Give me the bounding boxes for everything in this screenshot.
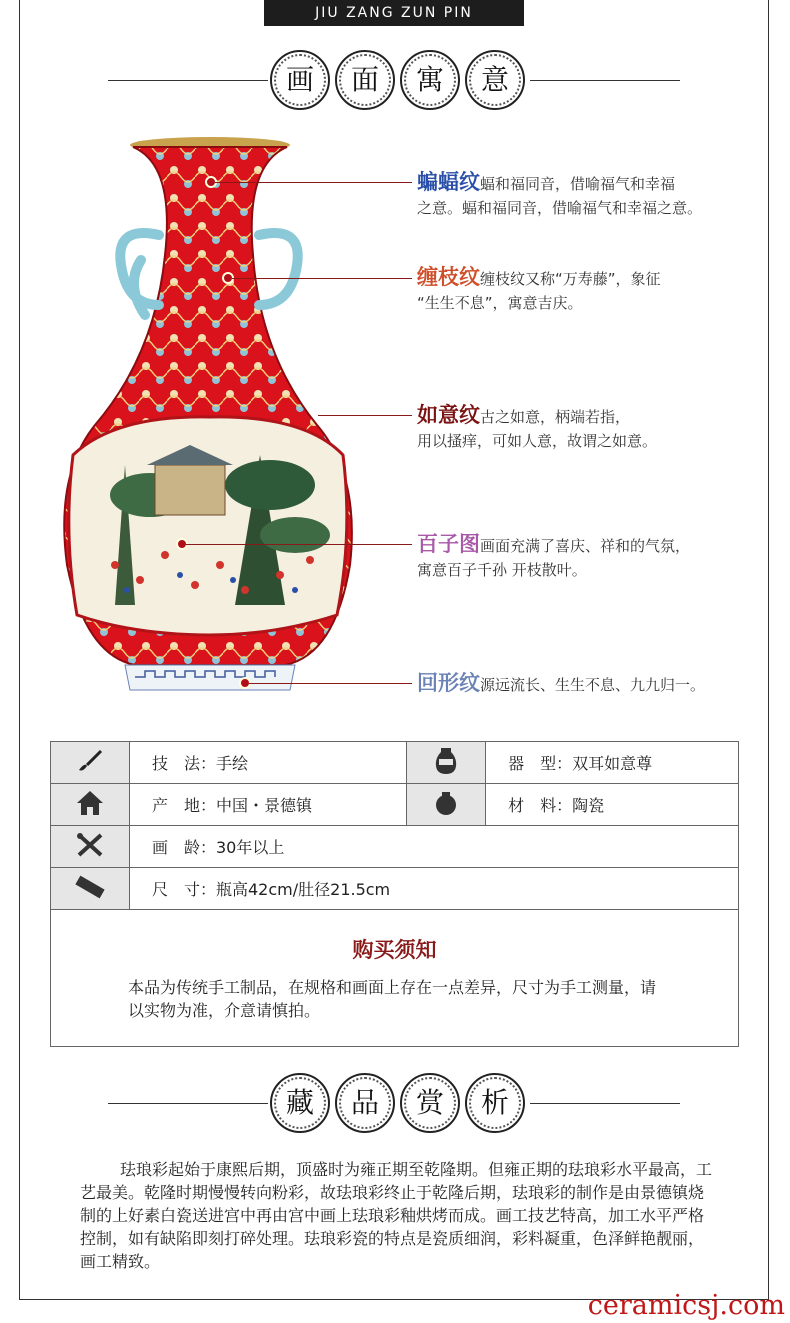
spec-size: 尺 寸：瓶高42cm/肚径21.5cm xyxy=(130,868,739,910)
title-rule-left xyxy=(108,80,268,81)
title-char-medallion: 藏 xyxy=(270,1073,332,1135)
callout-leader xyxy=(215,182,412,183)
callout-heading: 百子图 xyxy=(417,532,480,556)
specs-row xyxy=(51,784,739,826)
title-char-medallion: 品 xyxy=(335,1073,397,1135)
spec-material: 材 料：陶瓷 xyxy=(486,784,739,826)
title-char-medallion: 画 xyxy=(270,50,332,112)
callout-line: 古之如意，柄端若指， xyxy=(480,408,631,426)
callout-line: 之意。蝠和福同音，借喻福气和幸福之意。 xyxy=(417,199,703,217)
specs-row xyxy=(51,742,739,784)
spec-icon-cell xyxy=(51,868,130,910)
spec-icon-cell xyxy=(51,784,130,826)
house-icon xyxy=(75,789,105,817)
title-char-medallion: 析 xyxy=(465,1073,527,1135)
spec-icon-cell xyxy=(407,742,486,784)
callout-line: 寓意百子千孙 开枝散叶。 xyxy=(417,561,587,579)
ruler-icon xyxy=(74,874,106,900)
brush-icon xyxy=(75,748,105,774)
analysis-text: 珐琅彩起始于康熙后期，顶盛时为雍正期至乾隆期。但雍正期的珐琅彩水平最高，工艺最美。乾隆时期慢慢转向粉彩，故珐琅彩终止于乾隆后期，珐琅彩的制作是由景德镇烧制的上好素白瓷送进宫中再由宫中画上珐琅彩釉烘烤而成。画工技艺特高，加工水平严格控制，如有缺陷即刻打碎处理。珐琅彩瓷的特点是瓷质细润，彩料凝重，色泽鲜艳靓丽，画工精致。 xyxy=(80,1160,713,1271)
callout-heading: 回形纹 xyxy=(417,671,480,695)
title-rule-right xyxy=(530,80,680,81)
specs-table xyxy=(50,741,739,910)
spec-icon-cell xyxy=(51,742,130,784)
vase-illustration xyxy=(55,135,355,700)
section-title-appreciation xyxy=(0,1068,790,1138)
vase-image xyxy=(55,135,355,700)
site-watermark: ceramicsj.com xyxy=(587,1290,785,1321)
callout-line: “生生不息”，寓意吉庆。 xyxy=(417,294,583,312)
callout-heading: 缠枝纹 xyxy=(417,265,480,289)
callout-line: 源远流长、生生不息、九九归一。 xyxy=(480,676,706,694)
callout-line: 蝠和福同音，借喻福气和幸福 xyxy=(480,175,676,193)
callout-line: 用以搔痒，可如人意，故谓之如意。 xyxy=(417,432,658,450)
callout-heading: 如意纹 xyxy=(417,403,480,427)
title-char-medallion: 赏 xyxy=(400,1073,462,1135)
title-char-medallion: 面 xyxy=(335,50,397,112)
vase-icon xyxy=(434,746,458,776)
spec-age: 画 龄：30年以上 xyxy=(130,826,739,868)
section-title-meaning xyxy=(0,45,790,115)
specs-row xyxy=(51,826,739,868)
analysis-paragraph xyxy=(80,1158,715,1273)
pot-icon xyxy=(432,789,460,817)
title-char-medallion: 寓 xyxy=(400,50,462,112)
spec-origin: 产 地：中国・景德镇 xyxy=(130,784,407,826)
purchase-notice xyxy=(50,910,739,1047)
callout-leader xyxy=(186,544,412,545)
callout-line: 画面充满了喜庆、祥和的气氛， xyxy=(480,537,691,555)
callout-leader xyxy=(232,278,412,279)
callout-leader xyxy=(249,683,412,684)
spec-icon-cell xyxy=(51,826,130,868)
spec-icon-cell xyxy=(407,784,486,826)
title-char-medallion: 意 xyxy=(465,50,527,112)
notice-body: 本品为传统手工制品，在规格和画面上存在一点差异，尺寸为手工测量，请以实物为准，介意请慎拍。 xyxy=(128,978,657,1020)
callout-leader xyxy=(318,415,412,416)
tools-icon xyxy=(75,831,105,859)
specs-row xyxy=(51,868,739,910)
title-rule-right xyxy=(530,1103,680,1104)
spec-shape: 器 型：双耳如意尊 xyxy=(486,742,739,784)
title-rule-left xyxy=(108,1103,268,1104)
notice-title: 购买须知 xyxy=(352,937,437,962)
callout-heading: 蝙蝠纹 xyxy=(417,170,480,194)
brand-banner: JIU ZANG ZUN PIN xyxy=(264,0,524,26)
spec-technique: 技 法：手绘 xyxy=(130,742,407,784)
callout-line: 缠枝纹又称“万寿藤”，象征 xyxy=(480,270,661,288)
